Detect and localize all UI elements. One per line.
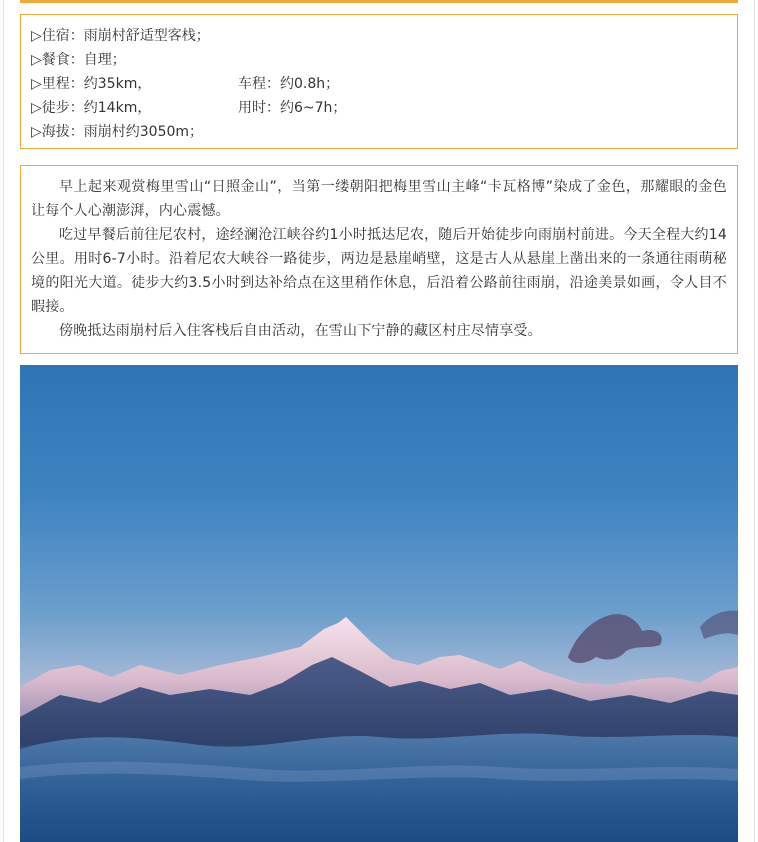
mountain-illustration [20,365,738,842]
info-hike [31,96,737,120]
trip-info-box [20,14,738,149]
info-altitude [31,120,737,144]
description-paragraph-3: 傍晚抵达雨崩村后入住客栈后自由活动，在雪山下宁静的藏区村庄尽情享受。 [59,323,542,339]
lodging-text: ▷住宿：雨崩村舒适型客栈； [31,28,210,44]
hike-time-text: 用时：约6~7h； [238,100,347,116]
mileage-text: ▷里程：约35km， [31,76,152,92]
meili-snow-mountain-photo [20,365,738,842]
info-lodging [31,24,737,48]
cloud-sea [20,733,738,842]
description-paragraph-2: 吃过早餐后前往尼农村，途经澜沧江峡谷约1小时抵达尼农，随后开始徒步向雨崩村前进。今天全程大约14公里。用时6-7小时。沿着尼农大峡谷一路徒步，两边是悬崖峭壁，这是古人从悬崖上凿出来的一条通往雨萌秘境的阳光大道。徒步大约3.5小时到达补给点在这里稍作休息，后沿着公路前往雨崩，沿途美景如画，令人目不暇接。 [31,227,727,315]
itinerary-description-box [20,165,738,354]
dark-cloud [568,614,662,663]
top-accent-bar [20,0,738,3]
info-mileage [31,72,737,96]
meals-text: ▷餐食：自理； [31,52,126,68]
description-paragraph-1: 早上起来观赏梅里雪山“日照金山”，当第一缕朝阳把梅里雪山主峰“卡瓦格博”染成了金色，那耀眼的金色让每个人心潮澎湃，内心震憾。 [31,179,727,219]
altitude-text: ▷海拔：雨崩村约3050m； [31,124,204,140]
info-meals [31,48,737,72]
drive-time-text: 车程：约0.8h； [238,76,340,92]
hike-text: ▷徒步：约14km， [31,100,152,116]
dark-cloud-right [700,611,738,639]
